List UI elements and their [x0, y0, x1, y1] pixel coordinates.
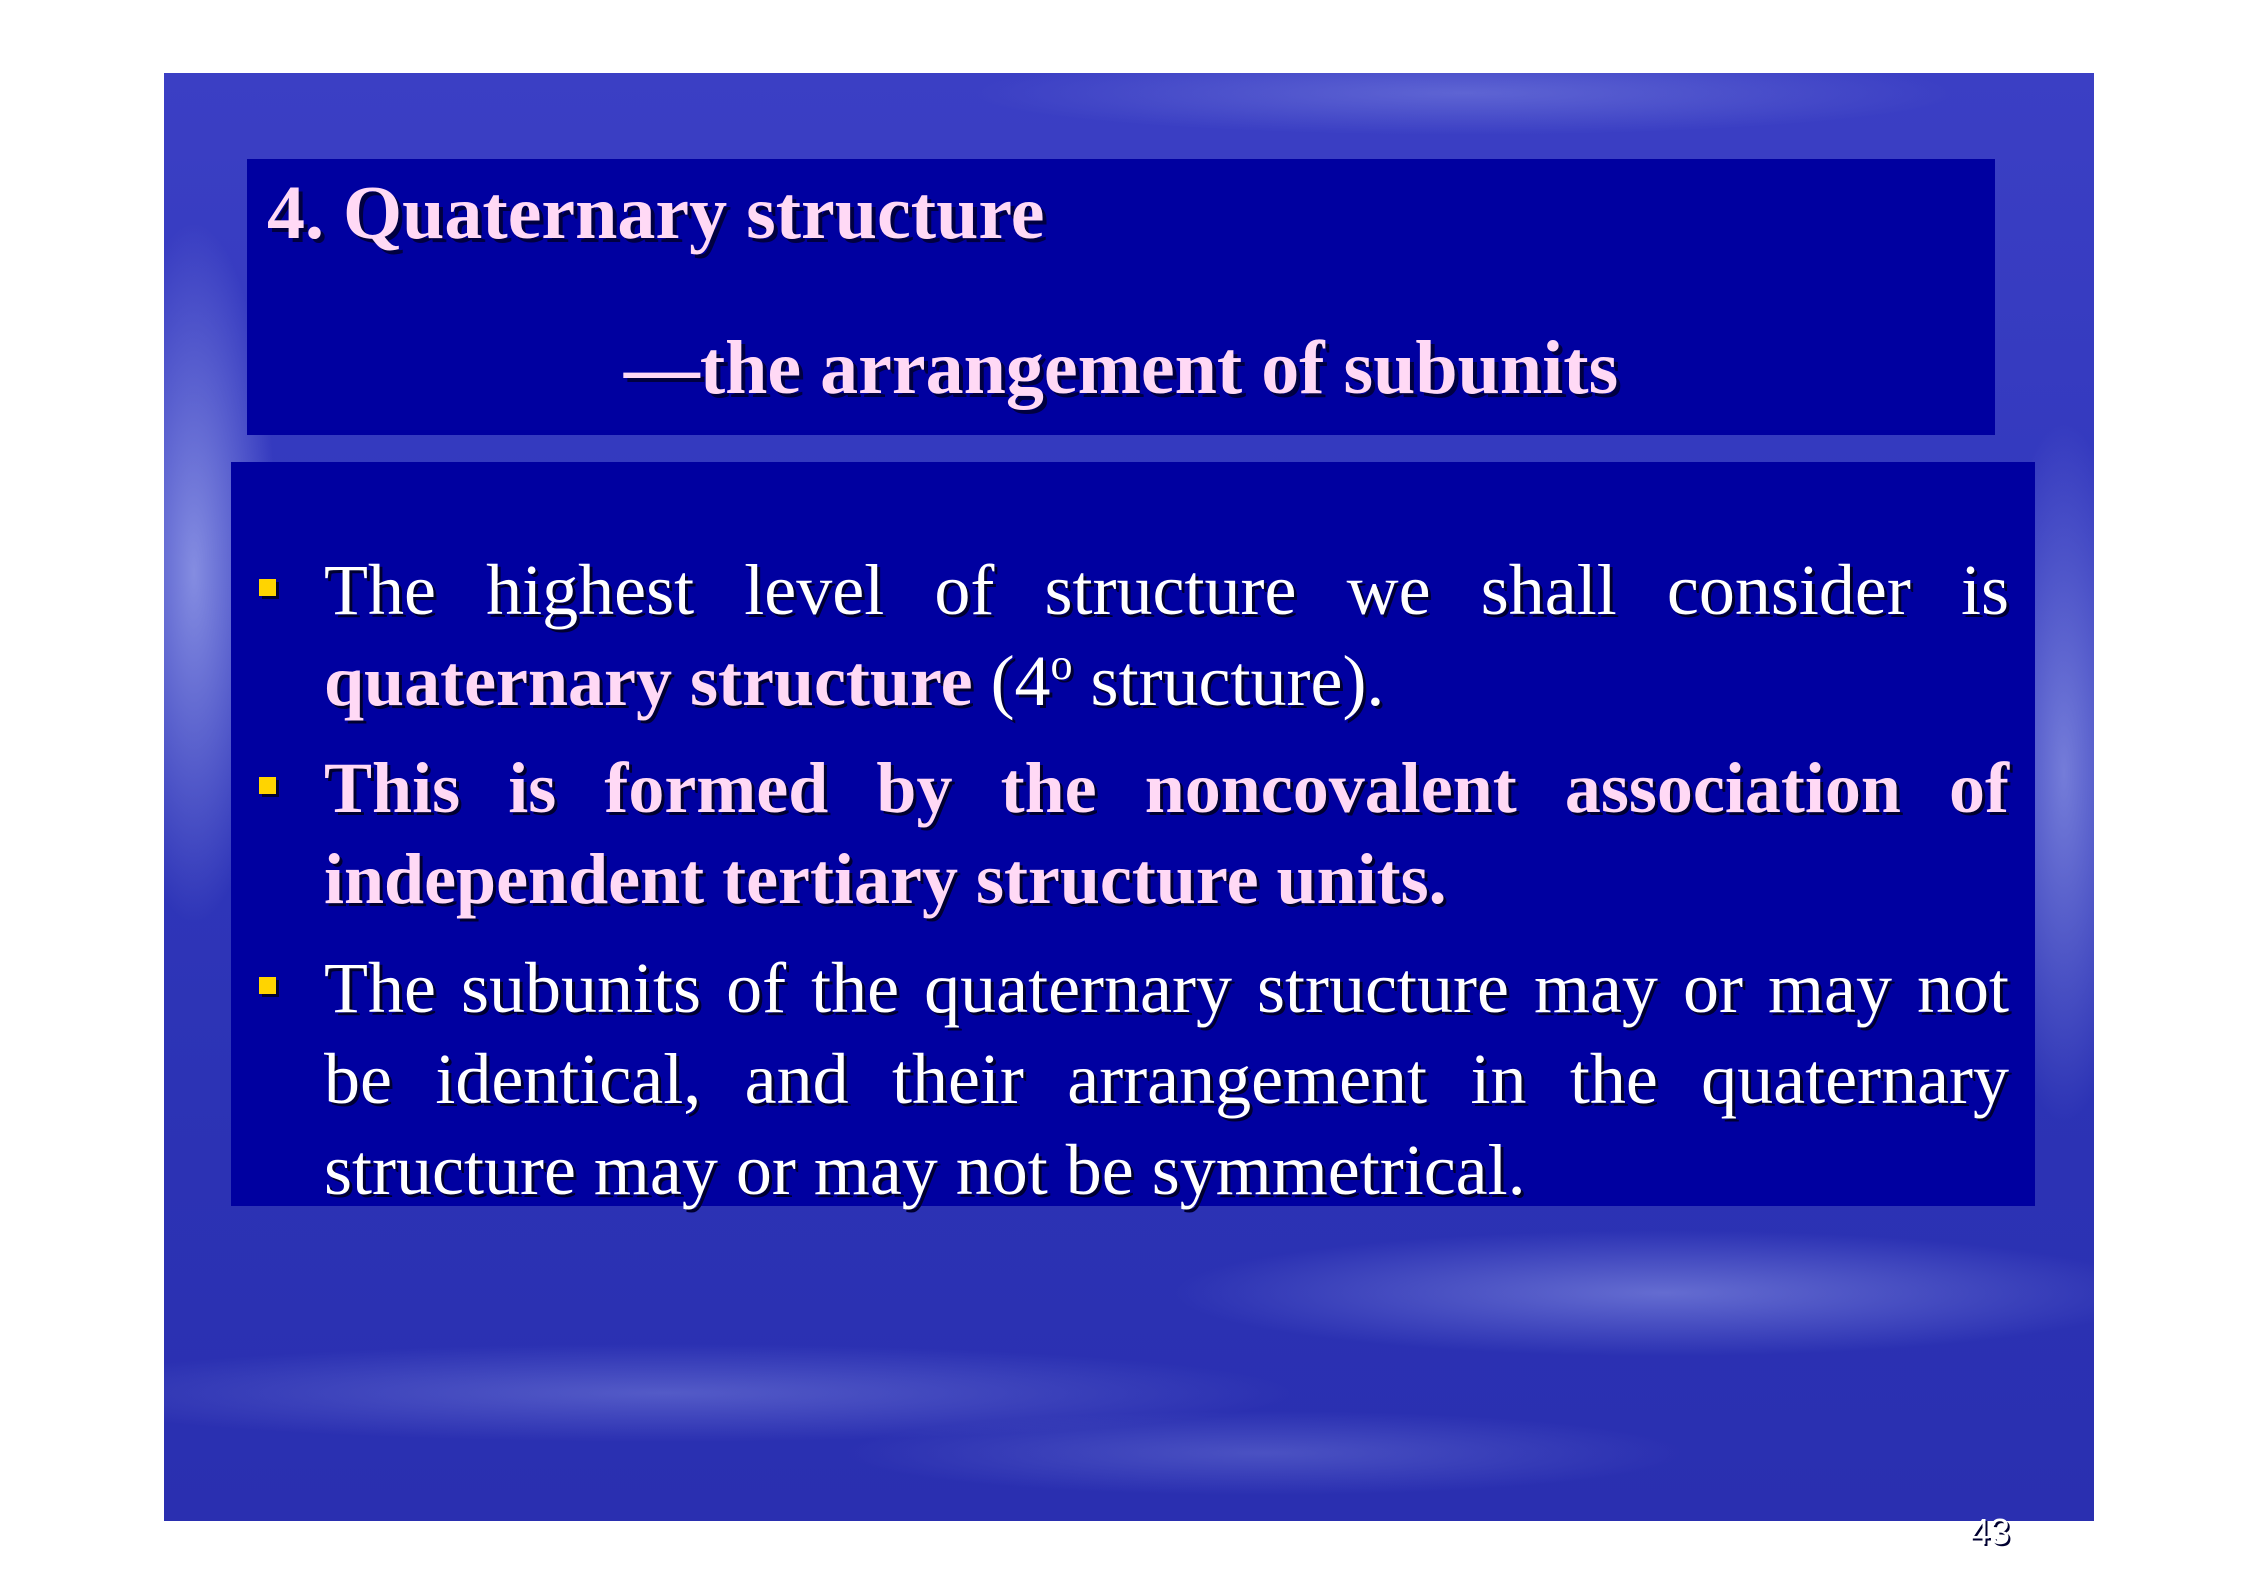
bullet-item [259, 545, 2019, 727]
bullet-text [324, 545, 2009, 727]
square-bullet-icon [259, 977, 276, 994]
bullet-text: This is formed by the noncovalent association of independent tertiary structure units. [324, 748, 2009, 919]
square-bullet-icon [259, 579, 276, 596]
slide-subtitle: —the arrangement of subunits [623, 326, 1619, 410]
bullet-item [259, 943, 2019, 1216]
bullet-item [259, 743, 2019, 925]
bullet-text-part: (4 [972, 641, 1051, 721]
page-number: 43 [1969, 1511, 2010, 1552]
bullet-text-part: structure). [1072, 641, 1385, 721]
slide [164, 73, 2094, 1552]
slide-title: 4. Quaternary structure [267, 171, 1045, 255]
bullet-text: The subunits of the quaternary structure may or may not be identical, and their arrangement in the quaternary structure may or may not be symmetrical. [324, 948, 2009, 1210]
bullet-emphasis: quaternary structure [324, 641, 973, 721]
bullet-text-part: The highest level of structure we shall consider is [324, 550, 2009, 630]
degree-superscript: o [1050, 640, 1073, 689]
square-bullet-icon [259, 777, 276, 794]
